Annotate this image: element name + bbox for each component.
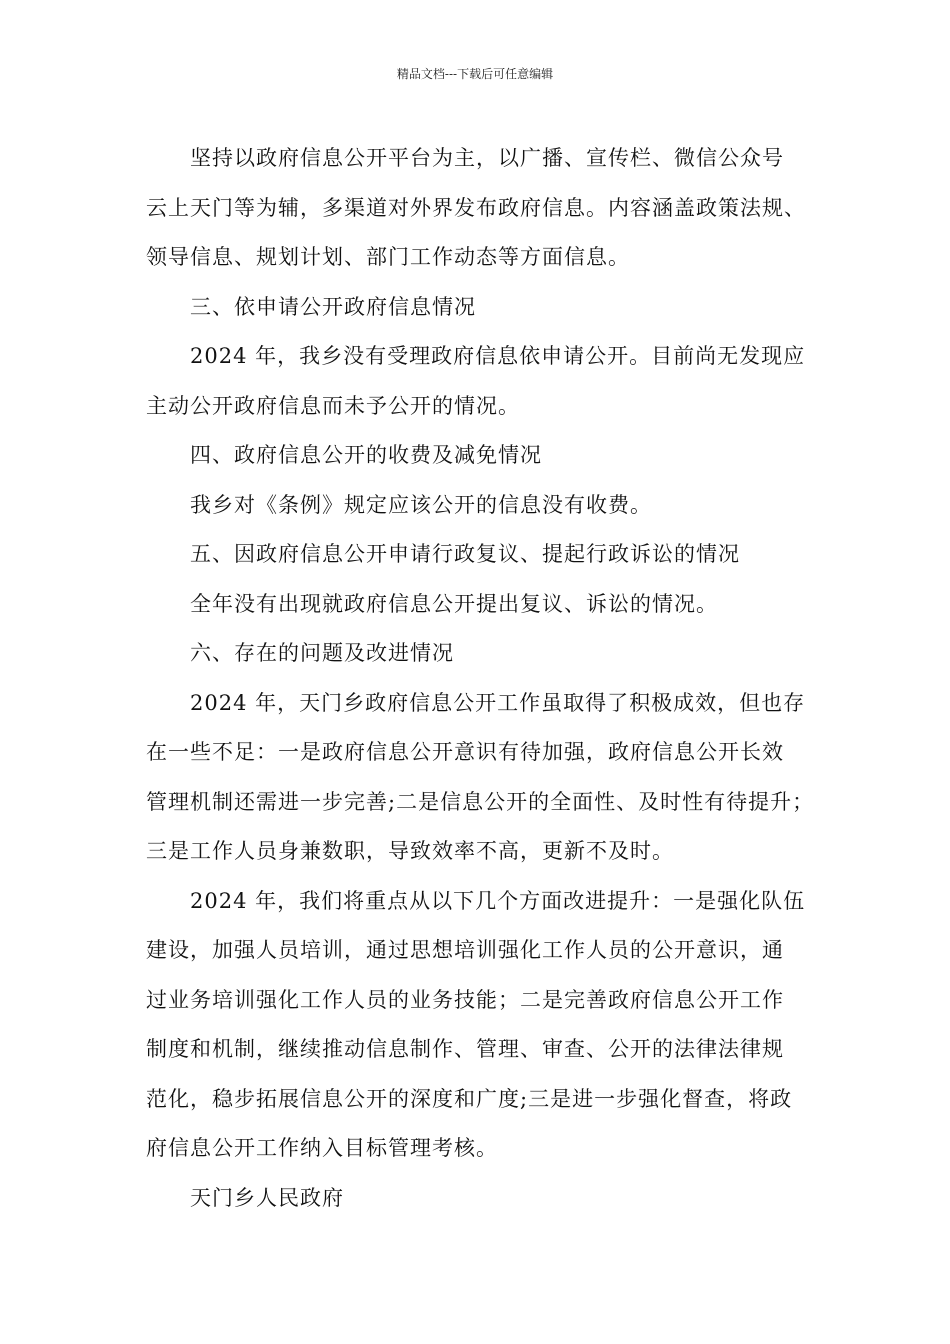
text-line: 云上天门等为辅，多渠道对外界发布政府信息。内容涵盖政策法规、 <box>146 195 806 220</box>
section-heading-6 <box>146 629 826 679</box>
paragraph-publishing-channels <box>146 134 826 283</box>
text-line: 管理机制还需进一步完善;二是信息公开的全面性、及时性有待提升； <box>146 789 815 814</box>
text-line: 建设，加强人员培训，通过思想培训强化工作人员的公开意识，通 <box>146 938 784 962</box>
text-line: 领导信息、规划计划、部门工作动态等方面信息。 <box>146 245 630 269</box>
section-heading-3 <box>146 283 826 333</box>
text-line: 制度和机制，继续推动信息制作、管理、审查、公开的法律法律规 <box>146 1037 784 1061</box>
heading-text: 三、依申请公开政府信息情况 <box>190 294 476 319</box>
paragraph-improvements <box>146 877 826 1174</box>
heading-text: 六、存在的问题及改进情况 <box>190 641 454 665</box>
section-heading-5 <box>146 530 826 580</box>
text-line: 范化，稳步拓展信息公开的深度和广度;三是进一步强化督查，将政 <box>146 1086 793 1111</box>
text-line: 在一些不足：一是政府信息公开意识有待加强，政府信息公开长效 <box>146 740 784 764</box>
heading-text: 五、因政府信息公开申请行政复议、提起行政诉讼的情况 <box>190 542 740 566</box>
text-line: 全年没有出现就政府信息公开提出复议、诉讼的情况。 <box>190 591 718 616</box>
section-heading-4 <box>146 431 826 481</box>
paragraph-review-litigation <box>146 580 826 630</box>
document-body <box>146 134 826 1223</box>
paragraph-application-disclosure <box>146 332 826 431</box>
text-line: 2024 年，天门乡政府信息公开工作虽取得了积极成效，但也存 <box>190 690 806 715</box>
text-line: 府信息公开工作纳入目标管理考核。 <box>146 1136 498 1160</box>
signature-organization <box>146 1174 826 1224</box>
text-line: 过业务培训强化工作人员的业务技能；二是完善政府信息公开工作 <box>146 987 784 1012</box>
text-line: 三是工作人员身兼数职，导致效率不高，更新不及时。 <box>146 839 674 863</box>
page-header: 精品文档---下载后可任意编辑 <box>396 67 554 81</box>
paragraph-fees <box>146 481 826 531</box>
text-line: 我乡对《条例》规定应该公开的信息没有收费。 <box>190 492 652 517</box>
signature-text: 天门乡人民政府 <box>190 1185 344 1210</box>
text-line: 2024 年，我乡没有受理政府信息依申请公开。目前尚无发现应 <box>190 344 806 368</box>
text-line: 主动公开政府信息而未予公开的情况。 <box>146 393 520 418</box>
paragraph-problems <box>146 679 826 877</box>
text-line: 坚持以政府信息公开平台为主，以广播、宣传栏、微信公众号 <box>190 146 784 170</box>
heading-text: 四、政府信息公开的收费及减免情况 <box>190 443 542 467</box>
text-line: 2024 年，我们将重点从以下几个方面改进提升：一是强化队伍 <box>190 888 806 913</box>
